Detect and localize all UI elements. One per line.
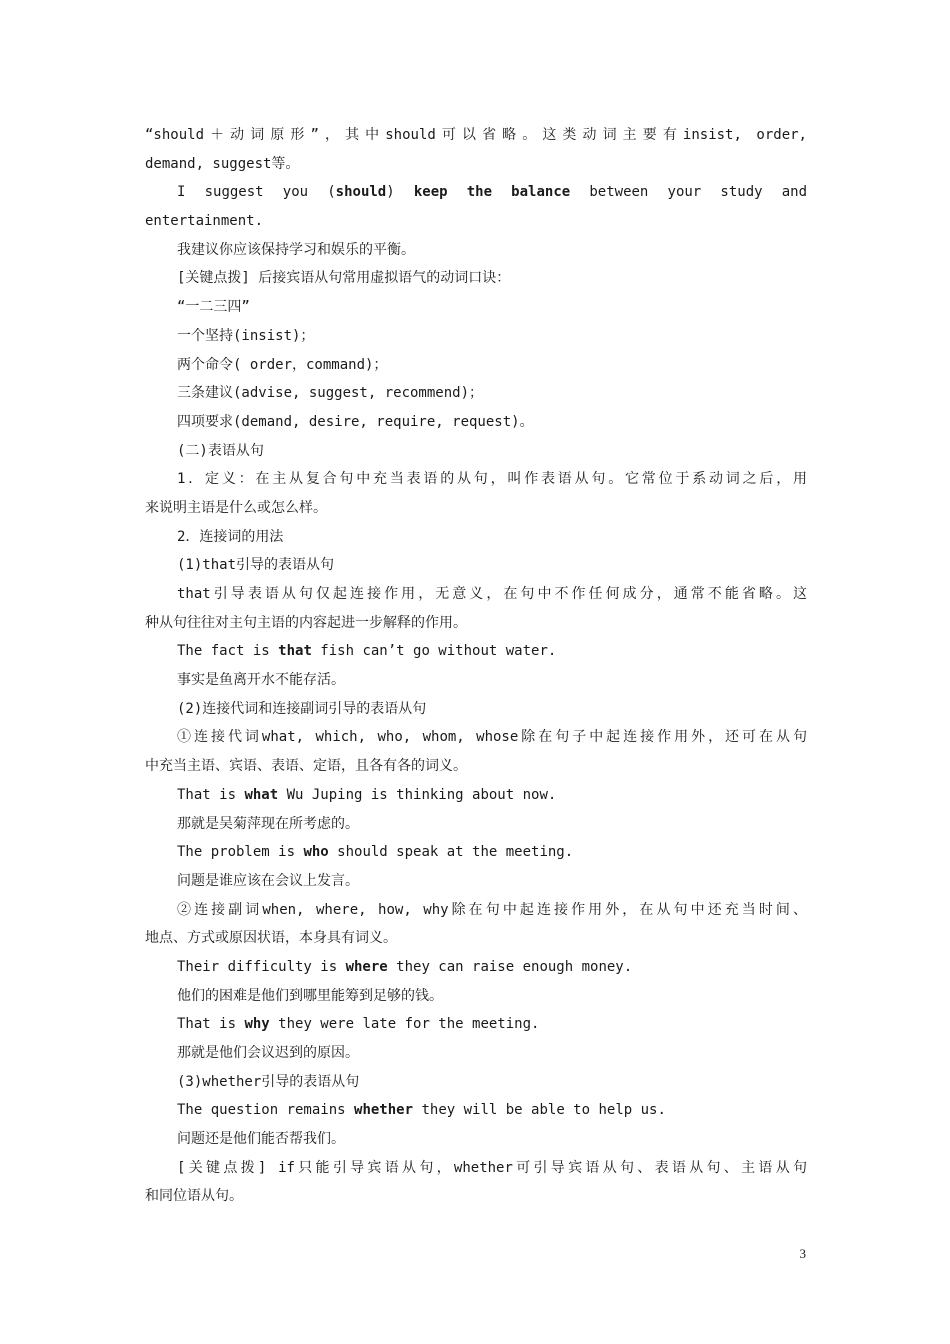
text-line: 种从句往往对主句主语的内容起进一步解释的作用。 xyxy=(145,614,467,631)
bold-keyword: should xyxy=(335,184,387,201)
text-run: I suggest you ( xyxy=(177,184,336,201)
text-run: they will be able to help us. xyxy=(413,1102,666,1119)
text-line: 他们的困难是他们到哪里能筹到足够的钱。 xyxy=(177,987,443,1004)
text-run: should speak at the meeting. xyxy=(328,844,574,861)
text-line: ②连接副词when, where, how, why除在句中起连接作用外，在从句中还充当时间、 xyxy=(177,901,807,918)
text-line: 那就是吴菊萍现在所考虑的。 xyxy=(177,815,359,832)
text-line: 我建议你应该保持学习和娱乐的平衡。 xyxy=(177,241,415,258)
bold-keyword: what xyxy=(244,786,279,803)
text-line xyxy=(145,637,807,666)
text-run: The fact is xyxy=(177,643,279,660)
text-line xyxy=(145,178,807,207)
text-line: 问题是谁应该在会议上发言。 xyxy=(177,872,359,889)
text-line: 事实是鱼离开水不能存活。 xyxy=(177,672,345,689)
text-run: Their difficulty is xyxy=(177,958,346,975)
text-line: 三条建议(advise, suggest, recommend)； xyxy=(177,385,484,402)
text-line: demand, suggest等。 xyxy=(145,155,300,172)
text-line: 两个命令( order，command)； xyxy=(177,356,388,373)
text-line: entertainment. xyxy=(145,213,264,230)
text-run: That is xyxy=(177,1016,245,1033)
text-run: ) xyxy=(386,184,414,201)
text-line: 问题还是他们能否帮我们。 xyxy=(177,1131,345,1148)
text-line xyxy=(145,838,807,867)
text-line: 地点、方式或原因状语，本身具有词义。 xyxy=(145,930,397,947)
text-line: (2)连接代词和连接副词引导的表语从句 xyxy=(177,700,427,717)
text-line: 1．定义：在主从复合句中充当表语的从句，叫作表语从句。它常位于系动词之后，用 xyxy=(177,471,807,488)
text-line: [关键点拨] 后接宾语从句常用虚拟语气的动词口诀： xyxy=(177,270,511,287)
text-line: (二)表语从句 xyxy=(177,442,264,459)
text-body xyxy=(145,121,807,1211)
bold-keyword: where xyxy=(345,958,388,975)
text-line: 中充当主语、宾语、表语、定语，且各有各的词义。 xyxy=(145,758,467,775)
text-line: 和同位语从句。 xyxy=(145,1188,243,1205)
text-line xyxy=(145,1096,807,1125)
bold-keyword: why xyxy=(244,1016,270,1033)
text-run: fish can’t go without water. xyxy=(311,643,557,660)
bold-keyword: who xyxy=(303,844,329,861)
text-run: they were late for the meeting. xyxy=(269,1016,540,1033)
text-line: ①连接代词what, which, who, whom, whose除在句子中起连接作用外，还可在从句 xyxy=(177,729,807,746)
text-run: The problem is xyxy=(177,844,304,861)
text-line: (3)whether引导的表语从句 xyxy=(177,1073,360,1090)
text-line: [关键点拨] if只能引导宾语从句，whether可引导宾语从句、表语从句、主语从句 xyxy=(177,1159,807,1176)
bold-keyword: keep the balance xyxy=(413,184,571,201)
text-run: between your study and xyxy=(570,184,808,201)
bold-keyword: that xyxy=(278,643,312,660)
page-number: 3 xyxy=(799,1246,806,1261)
text-line xyxy=(145,781,807,810)
text-run: The question remains xyxy=(177,1102,355,1119)
text-line: 四项要求(demand, desire, require, request)。 xyxy=(177,413,534,430)
text-line xyxy=(145,1010,807,1039)
text-line: 那就是他们会议迟到的原因。 xyxy=(177,1045,359,1061)
text-line xyxy=(145,953,807,982)
text-line: 2．连接词的用法 xyxy=(177,528,284,545)
text-line: that引导表语从句仅起连接作用，无意义，在句中不作任何成分，通常不能省略。这 xyxy=(177,586,807,602)
text-run: Wu Juping is thinking about now. xyxy=(278,786,557,803)
text-run: That is xyxy=(177,786,245,803)
text-run: they can raise enough money. xyxy=(387,958,633,975)
text-line: (1)that引导的表语从句 xyxy=(177,557,335,574)
text-line: 一个坚持(insist)； xyxy=(177,327,315,344)
text-line: “should＋动词原形”，其中should可以省略。这类动词主要有insist, order, xyxy=(145,127,807,143)
bold-keyword: whether xyxy=(354,1102,414,1119)
text-line: 来说明主语是什么或怎么样。 xyxy=(145,499,327,516)
text-line: “一二三四” xyxy=(177,299,250,316)
